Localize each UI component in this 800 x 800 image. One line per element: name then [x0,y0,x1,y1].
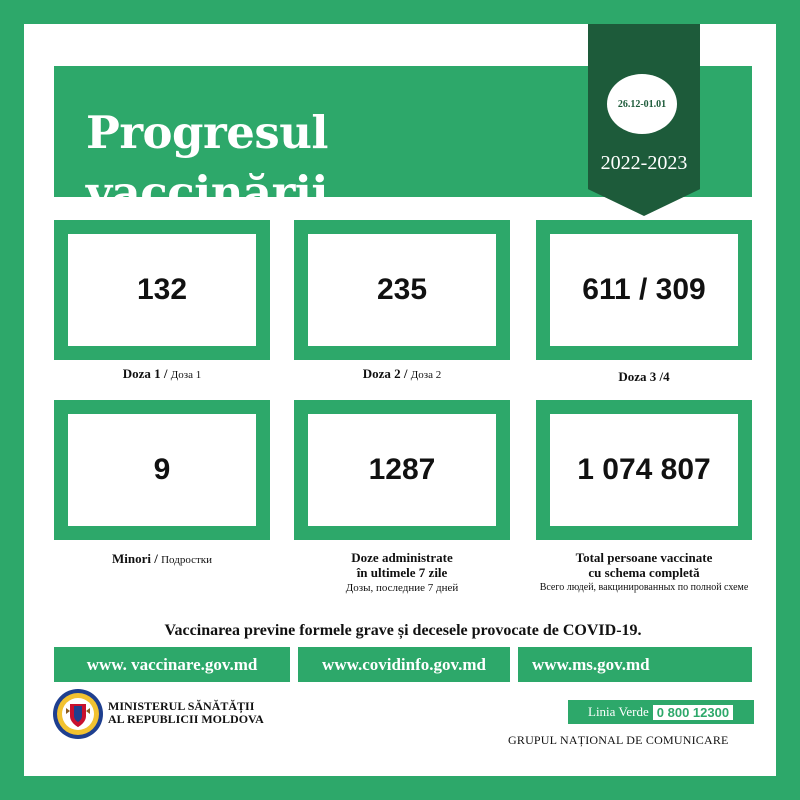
stat-value-dose3-4: 611 / 309 [582,273,706,306]
year-label: 2022-2023 [600,152,688,174]
caption-ro: Doza 3 /4 [618,369,670,384]
stat-caption-total-complete [500,551,788,595]
stat-caption-dose3-4 [536,370,752,385]
stat-box-minors [54,400,270,540]
stat-caption-dose2: Doza 2 / Доза 2 [362,366,442,381]
stat-value-total-complete: 1 074 807 [577,453,711,486]
hotline-number[interactable]: 0 800 12300 [653,705,733,720]
stat-caption-minors: Minori / Подростки [111,551,213,566]
caption-ro-line2: în ultimele 7 zile [356,565,448,580]
stat-box-dose2 [294,220,510,360]
prevention-notice: Vaccinarea previne formele grave și decesele provocate de COVID-19. [164,622,642,639]
link-vaccinare[interactable]: www. vaccinare.gov.md [54,647,290,682]
hotline-badge [568,700,754,724]
caption-ro-line1: Total persoane vaccinate [575,550,713,565]
stat-value-dose2: 235 [376,273,428,306]
stat-value-last7days: 1287 [368,453,436,486]
caption-ru: Подростки [161,554,213,566]
caption-ro: Minori [111,551,151,566]
stat-box-last7days [294,400,510,540]
date-range-badge [607,74,677,134]
caption-ro: Doza 1 [122,366,161,381]
caption-ru: Дозы, последние 7 дней [345,582,459,594]
stat-value-dose1: 132 [136,273,188,306]
stat-caption-dose1: Doza 1 / Доза 1 [122,366,202,381]
ministry-emblem-icon [52,688,104,740]
stat-box-total-complete [536,400,752,540]
communication-group: GRUPUL NAȚIONAL DE COMUNICARE [508,733,729,747]
ministry-line2: AL REPUBLICII MOLDOVA [108,712,264,726]
caption-ro: Doza 2 [362,366,401,381]
link-covidinfo[interactable]: www.covidinfo.gov.md [298,647,510,682]
caption-ro-line1: Doze administrate [351,550,453,565]
date-range-text: 26.12-01.01 [617,98,667,110]
caption-ro-line2: cu schema completă [588,565,700,580]
caption-ru: Доза 2 [410,369,442,381]
caption-ru: Доза 1 [170,369,202,381]
stat-box-dose3-4 [536,220,752,360]
hotline-label: Linia Verde [588,704,649,719]
ministry-line1: MINISTERUL SĂNĂTĂȚII [108,699,255,713]
link-ms[interactable]: www.ms.gov.md [518,647,752,682]
stat-value-minors: 9 [153,453,171,486]
stat-caption-last7days [294,551,510,595]
page-title: Progresul vaccinării [86,106,329,219]
caption-ru: Всего людей, вакцинированных по полной схеме [539,582,749,593]
stat-box-dose1 [54,220,270,360]
ministry-name [108,700,268,726]
